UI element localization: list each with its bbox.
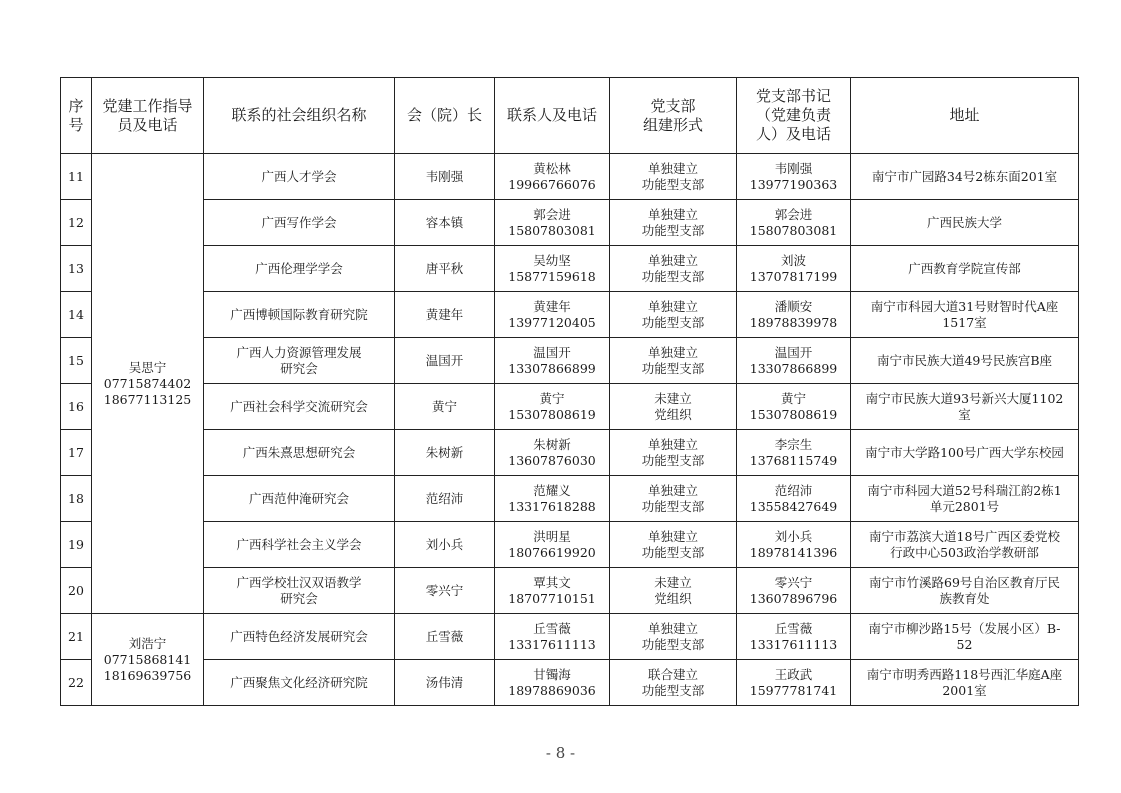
org-table — [60, 77, 1079, 706]
contact-person: 朱树新 13607876030 — [495, 430, 610, 476]
president-name: 黄建年 — [395, 292, 495, 338]
contact-person: 黄建年 13977120405 — [495, 292, 610, 338]
branch-form: 单独建立 功能型支部 — [610, 200, 737, 246]
header-secretary: 党支部书记 （党建负责 人）及电话 — [737, 78, 851, 154]
contact-person: 黄松林 19966766076 — [495, 154, 610, 200]
branch-form: 单独建立 功能型支部 — [610, 522, 737, 568]
table-row — [61, 200, 1079, 246]
header-guide: 党建工作指导 员及电话 — [92, 78, 204, 154]
guide-contact: 吴思宁 07715874402 18677113125 — [92, 154, 204, 614]
org-name: 广西科学社会主义学会 — [204, 522, 395, 568]
president-name: 韦刚强 — [395, 154, 495, 200]
table-row — [61, 430, 1079, 476]
address: 南宁市荔滨大道18号广西区委党校 行政中心503政治学教研部 — [851, 522, 1079, 568]
secretary: 范绍沛 13558427649 — [737, 476, 851, 522]
org-name: 广西特色经济发展研究会 — [204, 614, 395, 660]
org-name: 广西写作学会 — [204, 200, 395, 246]
president-name: 容本镇 — [395, 200, 495, 246]
table-row — [61, 338, 1079, 384]
header-no: 序 号 — [61, 78, 92, 154]
secretary: 刘小兵 18978141396 — [737, 522, 851, 568]
table-row — [61, 154, 1079, 200]
president-name: 丘雪薇 — [395, 614, 495, 660]
row-number: 12 — [61, 200, 92, 246]
row-number: 21 — [61, 614, 92, 660]
org-name: 广西社会科学交流研究会 — [204, 384, 395, 430]
address: 南宁市民族大道49号民族宫B座 — [851, 338, 1079, 384]
contact-person: 吴幼坚 15877159618 — [495, 246, 610, 292]
secretary: 郭会进 15807803081 — [737, 200, 851, 246]
secretary: 黄宁 15307808619 — [737, 384, 851, 430]
branch-form: 单独建立 功能型支部 — [610, 246, 737, 292]
table-row — [61, 522, 1079, 568]
secretary: 韦刚强 13977190363 — [737, 154, 851, 200]
page-number: - 8 - — [545, 744, 576, 762]
header-president: 会（院）长 — [395, 78, 495, 154]
address: 南宁市大学路100号广西大学东校园 — [851, 430, 1079, 476]
table-row — [61, 292, 1079, 338]
header-row — [61, 78, 1079, 154]
secretary: 零兴宁 13607896796 — [737, 568, 851, 614]
address: 南宁市民族大道93号新兴大厦1102 室 — [851, 384, 1079, 430]
header-address: 地址 — [851, 78, 1079, 154]
president-name: 汤伟清 — [395, 660, 495, 706]
row-number: 14 — [61, 292, 92, 338]
secretary: 温国开 13307866899 — [737, 338, 851, 384]
address: 广西教育学院宣传部 — [851, 246, 1079, 292]
president-name: 刘小兵 — [395, 522, 495, 568]
branch-form: 单独建立 功能型支部 — [610, 430, 737, 476]
org-name: 广西学校壮汉双语教学 研究会 — [204, 568, 395, 614]
president-name: 范绍沛 — [395, 476, 495, 522]
org-name: 广西伦理学学会 — [204, 246, 395, 292]
contact-person: 丘雪薇 13317611113 — [495, 614, 610, 660]
header-form: 党支部 组建形式 — [610, 78, 737, 154]
org-name: 广西朱熹思想研究会 — [204, 430, 395, 476]
table-row — [61, 660, 1079, 706]
table-row — [61, 614, 1079, 660]
org-name: 广西聚焦文化经济研究院 — [204, 660, 395, 706]
row-number: 15 — [61, 338, 92, 384]
header-org: 联系的社会组织名称 — [204, 78, 395, 154]
row-number: 16 — [61, 384, 92, 430]
contact-person: 覃其文 18707710151 — [495, 568, 610, 614]
org-name: 广西博顿国际教育研究院 — [204, 292, 395, 338]
contact-person: 黄宁 15307808619 — [495, 384, 610, 430]
contact-person: 郭会进 15807803081 — [495, 200, 610, 246]
president-name: 朱树新 — [395, 430, 495, 476]
secretary: 潘顺安 18978839978 — [737, 292, 851, 338]
address: 广西民族大学 — [851, 200, 1079, 246]
president-name: 唐平秋 — [395, 246, 495, 292]
secretary: 李宗生 13768115749 — [737, 430, 851, 476]
org-name: 广西范仲淹研究会 — [204, 476, 395, 522]
president-name: 黄宁 — [395, 384, 495, 430]
contact-person: 甘镯海 18978869036 — [495, 660, 610, 706]
table-row — [61, 384, 1079, 430]
contact-person: 温国开 13307866899 — [495, 338, 610, 384]
table-row — [61, 476, 1079, 522]
secretary: 王政武 15977781741 — [737, 660, 851, 706]
table-row — [61, 568, 1079, 614]
branch-form: 单独建立 功能型支部 — [610, 338, 737, 384]
president-name: 零兴宁 — [395, 568, 495, 614]
contact-person: 洪明星 18076619920 — [495, 522, 610, 568]
row-number: 20 — [61, 568, 92, 614]
president-name: 温国开 — [395, 338, 495, 384]
address: 南宁市竹溪路69号自治区教育厅民 族教育处 — [851, 568, 1079, 614]
row-number: 11 — [61, 154, 92, 200]
address: 南宁市明秀西路118号西汇华庭A座 2001室 — [851, 660, 1079, 706]
table-row — [61, 246, 1079, 292]
address: 南宁市柳沙路15号（发展小区）B- 52 — [851, 614, 1079, 660]
contact-person: 范耀义 13317618288 — [495, 476, 610, 522]
org-name: 广西人才学会 — [204, 154, 395, 200]
branch-form: 联合建立 功能型支部 — [610, 660, 737, 706]
branch-form: 未建立 党组织 — [610, 384, 737, 430]
guide-contact: 刘浩宁 07715868141 18169639756 — [92, 614, 204, 706]
branch-form: 单独建立 功能型支部 — [610, 154, 737, 200]
secretary: 丘雪薇 13317611113 — [737, 614, 851, 660]
branch-form: 未建立 党组织 — [610, 568, 737, 614]
address: 南宁市广园路34号2栋东面201室 — [851, 154, 1079, 200]
row-number: 18 — [61, 476, 92, 522]
row-number: 19 — [61, 522, 92, 568]
org-name: 广西人力资源管理发展 研究会 — [204, 338, 395, 384]
address: 南宁市科园大道52号科瑞江韵2栋1 单元2801号 — [851, 476, 1079, 522]
header-contact: 联系人及电话 — [495, 78, 610, 154]
branch-form: 单独建立 功能型支部 — [610, 614, 737, 660]
secretary: 刘波 13707817199 — [737, 246, 851, 292]
branch-form: 单独建立 功能型支部 — [610, 476, 737, 522]
row-number: 22 — [61, 660, 92, 706]
address: 南宁市科园大道31号财智时代A座 1517室 — [851, 292, 1079, 338]
row-number: 13 — [61, 246, 92, 292]
branch-form: 单独建立 功能型支部 — [610, 292, 737, 338]
row-number: 17 — [61, 430, 92, 476]
